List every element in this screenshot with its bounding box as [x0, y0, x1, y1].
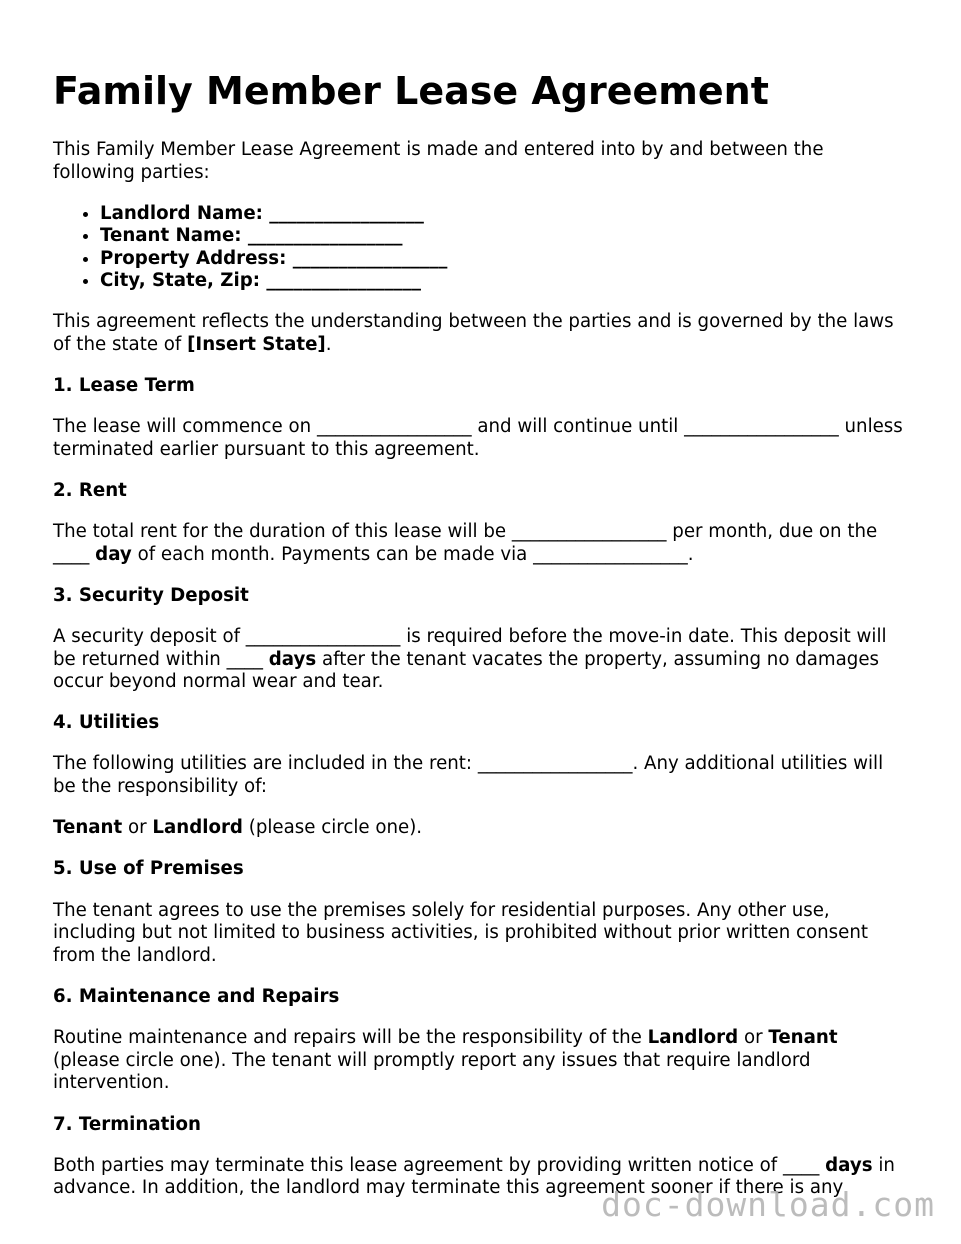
list-item: • Landlord Name: _________________ [100, 203, 903, 225]
list-item: • City, State, Zip: _________________ [100, 270, 903, 292]
section-heading-maintenance: 6. Maintenance and Repairs [53, 986, 340, 1007]
blank-field: _________________ [266, 270, 421, 291]
utilities-choice: Tenant or Landlord (please circle one). [53, 817, 423, 839]
section-heading-lease-term: 1. Lease Term [53, 374, 195, 396]
intro-paragraph: This Family Member Lease Agreement is made and entered into by and between the following parties: [53, 139, 824, 183]
state-placeholder: [Insert State] [187, 333, 326, 355]
lease-term-paragraph: The lease will commence on _________________ and will continue until _________________ unless terminated earlier pursuant to this agreement. [53, 415, 903, 460]
document-body [53, 139, 903, 1219]
blank-field: _________________ [477, 753, 633, 775]
blank-field: _________________ [269, 202, 424, 224]
blank-field: _________________ [292, 247, 448, 269]
section-heading-use-of-premises: 5. Use of Premises [53, 858, 244, 880]
blank-field: _________________ [511, 520, 667, 542]
rent-paragraph: The total rent for the duration of this lease will be _________________ per month, due on the ____ day of each month. Payments can be made via _________________. [53, 520, 878, 565]
termination-paragraph: Both parties may terminate this lease agreement by providing written notice of ____ days in advance. In addition, the landlord may terminate this agreement sooner if there is any [53, 1154, 895, 1199]
page-title: Family Member Lease Agreement [53, 69, 769, 113]
maintenance-paragraph: Routine maintenance and repairs will be the responsibility of the Landlord or Tenant (please circle one). The tenant will promptly report any issues that require landlord intervention. [53, 1027, 838, 1094]
blank-field: _________________ [316, 415, 472, 437]
list-item: • Property Address: _________________ [100, 248, 903, 270]
blank-field: ____ [53, 543, 90, 565]
governing-paragraph: This agreement reflects the understanding between the parties and is governed by the laws of the state of [Insert State]. [53, 311, 894, 355]
blank-field: _________________ [684, 415, 839, 437]
utilities-paragraph: The following utilities are included in the rent: _________________. Any additional utilities will be the responsibility of: [53, 753, 884, 798]
watermark: doc-download.com [601, 1185, 935, 1224]
parties-list [53, 203, 903, 293]
section-heading-security-deposit: 3. Security Deposit [53, 584, 249, 606]
blank-field: _________________ [533, 543, 688, 565]
blank-field: ____ [782, 1154, 820, 1176]
list-item: • Tenant Name: _________________ [100, 225, 903, 247]
section-heading-rent: 2. Rent [53, 479, 127, 501]
blank-field: _________________ [245, 625, 401, 647]
section-heading-utilities: 4. Utilities [53, 712, 160, 734]
premises-paragraph: The tenant agrees to use the premises solely for residential purposes. Any other use, including but not limited to business activities, is prohibited without prior written consent from the landlord. [53, 899, 868, 966]
section-heading-termination: 7. Termination [53, 1113, 201, 1135]
deposit-paragraph: A security deposit of _________________ is required before the move-in date. This deposit will be returned within ____ days after the tenant vacates the property, assuming no damages occur beyond normal wear and tear. [53, 625, 887, 693]
blank-field: _________________ [247, 225, 403, 247]
blank-field: ____ [226, 648, 263, 670]
